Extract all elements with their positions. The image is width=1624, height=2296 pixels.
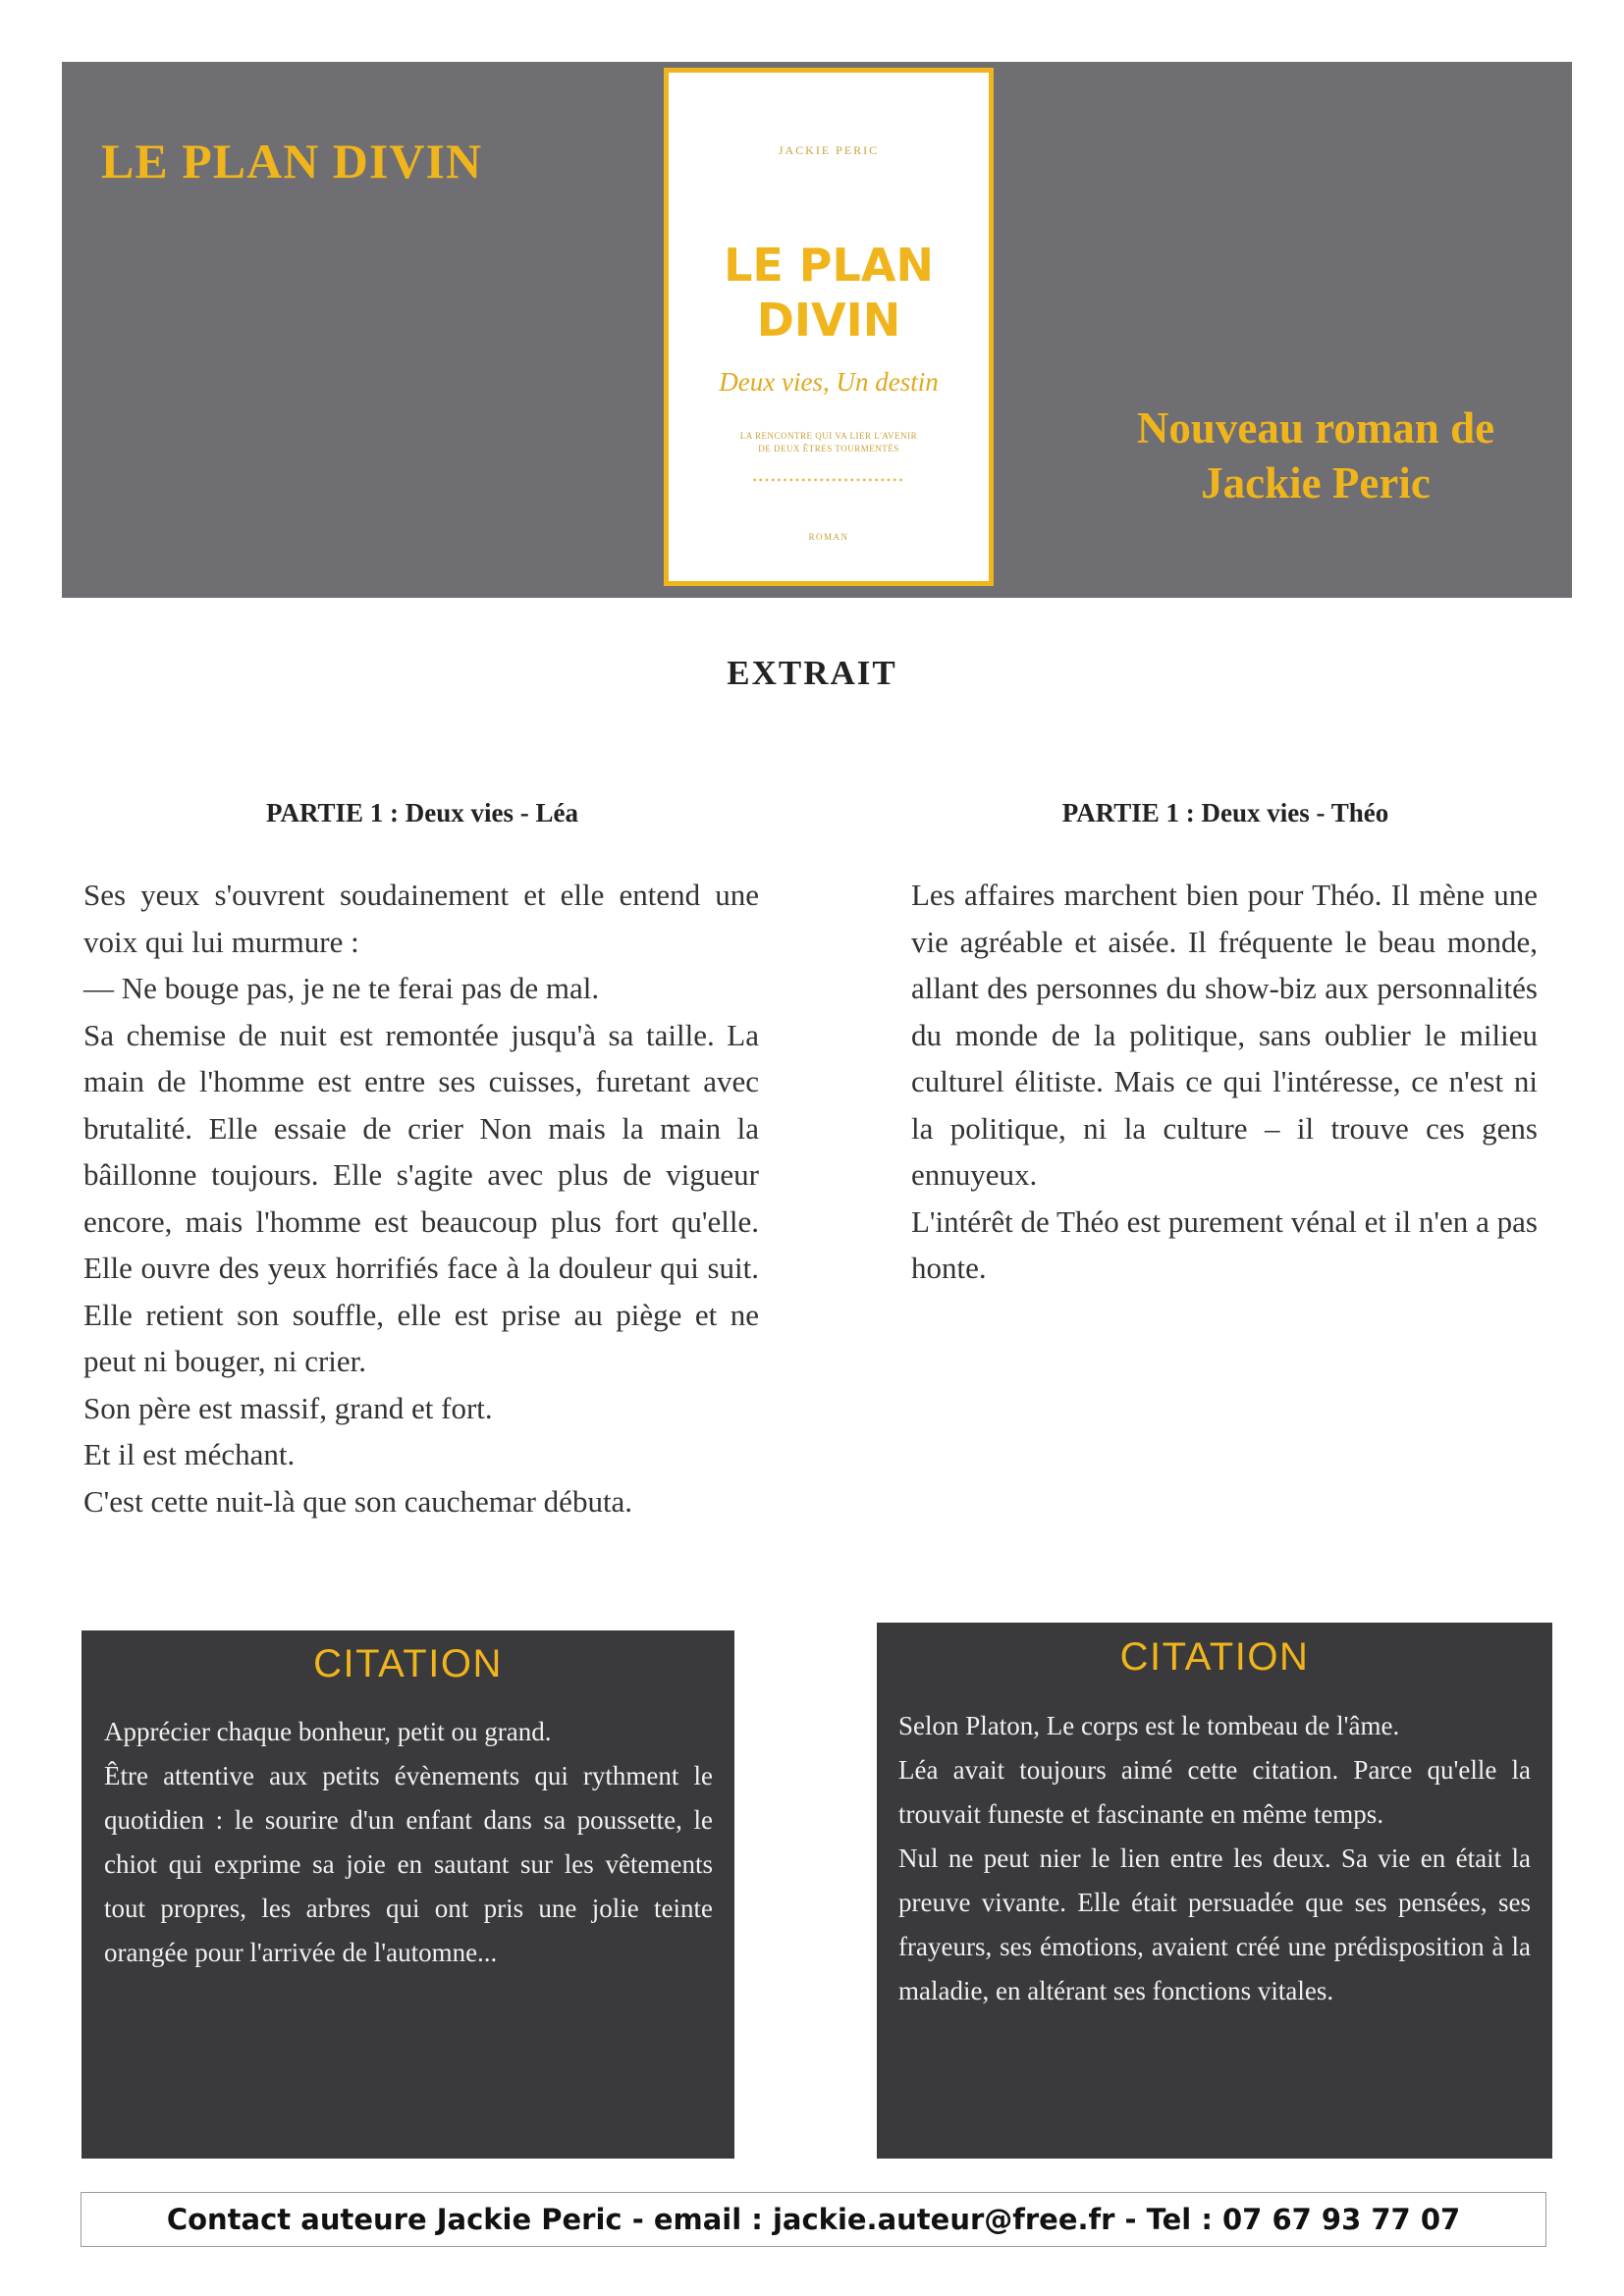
quote-text-right: [898, 1704, 1531, 2013]
right-paragraph: L'intérêt de Théo est purement vénal et il n'en a pas honte.: [911, 1203, 1538, 1285]
left-paragraph: Ses yeux s'ouvrent soudainement et elle entend une voix qui lui murmure :: [83, 878, 759, 959]
quote-title-right: CITATION: [1119, 1635, 1310, 1679]
quote-paragraph: Apprécier chaque bonheur, petit ou grand.: [104, 1717, 552, 1746]
book-cover-tagline: Deux vies, Un destin: [719, 367, 939, 397]
banner-subtitle-line1: Nouveau roman de: [1136, 403, 1495, 453]
left-paragraph: Son père est massif, grand et fort.: [83, 1390, 493, 1425]
quote-paragraph: Léa avait toujours aimé cette citation. Parce qu'elle la trouvait funeste et fascinante en même temps.: [898, 1755, 1531, 1829]
book-cover-title-line2: DIVIN: [756, 294, 901, 347]
left-paragraph: Et il est méchant.: [83, 1437, 296, 1471]
quote-text-left: [104, 1710, 713, 1975]
book-cover-author: JACKIE PERIC: [778, 143, 880, 157]
left-paragraph: C'est cette nuit-là que son cauchemar débuta.: [83, 1483, 633, 1519]
quote-box-right: [877, 1623, 1552, 2159]
book-cover-description: [718, 430, 940, 455]
book-cover-title-line1: LE PLAN: [724, 239, 934, 292]
banner-title: LE PLAN DIVIN: [101, 133, 483, 188]
extract-heading: EXTRAIT: [727, 654, 897, 692]
right-paragraph: Les affaires marchent bien pour Théo. Il mène une vie agréable et aisée. Il fréquente le beau monde, allant des personnes du show-biz aux personnalités du monde de la politique, sans oublier le milieu culturel élitiste. Mais ce qui l'intéresse, ce n'est ni la politique, ni la culture – il trouve ces gens ennuyeux.: [911, 878, 1538, 1192]
quote-box-left: [81, 1630, 734, 2159]
banner-subtitle-line2: Jackie Peric: [1201, 458, 1431, 507]
left-paragraph: Sa chemise de nuit est remontée jusqu'à sa taille. La main de l'homme est entre ses cuisses, furetant avec brutalité. Elle essaie de crier Non mais la main la bâillonne toujours. Elle s'agite avec plus de vigueur encore, mais l'homme est beaucoup plus fort qu'elle. Elle ouvre des yeux horrifiés face à la douleur qui suit. Elle retient son souffle, elle est prise au piège et ne peut ni bouger, ni crier.: [83, 1017, 759, 1378]
book-cover-title: [669, 238, 989, 347]
book-cover-image: [664, 68, 994, 586]
right-part-text: [911, 872, 1538, 1292]
contact-footer: Contact auteure Jackie Peric - email : jackie.auteur@free.fr - Tel : 07 67 93 77 07: [81, 2192, 1546, 2247]
left-part-heading: PARTIE 1 : Deux vies - Léa: [265, 798, 579, 828]
quote-paragraph: Selon Platon, Le corps est le tombeau de l'âme.: [898, 1711, 1400, 1740]
book-cover-ornament: •••••••••••••••••••••••••: [752, 473, 905, 487]
book-cover-description-line1: LA RENCONTRE QUI VA LIER L'AVENIR: [739, 431, 918, 441]
quote-paragraph: Nul ne peut nier le lien entre les deux. Sa vie en était la preuve vivante. Elle était persuadée que ses pensées, ses frayeurs, ses émotions, avaient créé une prédisposition à la maladie, en altérant ses fonctions vitales.: [898, 1843, 1531, 2005]
banner-subtitle: [1090, 400, 1542, 510]
quote-title-left: CITATION: [313, 1642, 503, 1685]
right-part-heading: PARTIE 1 : Deux vies - Théo: [1061, 798, 1389, 828]
left-part-text: [83, 872, 759, 1524]
book-cover-description-line2: DE DEUX ÊTRES TOURMENTÉS: [758, 444, 899, 454]
quote-paragraph: Être attentive aux petits évènements qui rythment le quotidien : le sourire d'un enfant dans sa poussette, le chiot qui exprime sa joie en sautant sur les vêtements tout propres, les arbres qui ont pris une jolie teinte orangée pour l'arrivée de l'automne...: [104, 1761, 713, 1967]
left-paragraph: — Ne bouge pas, je ne te ferai pas de mal.: [83, 971, 600, 1005]
book-cover-genre: ROMAN: [808, 532, 849, 542]
